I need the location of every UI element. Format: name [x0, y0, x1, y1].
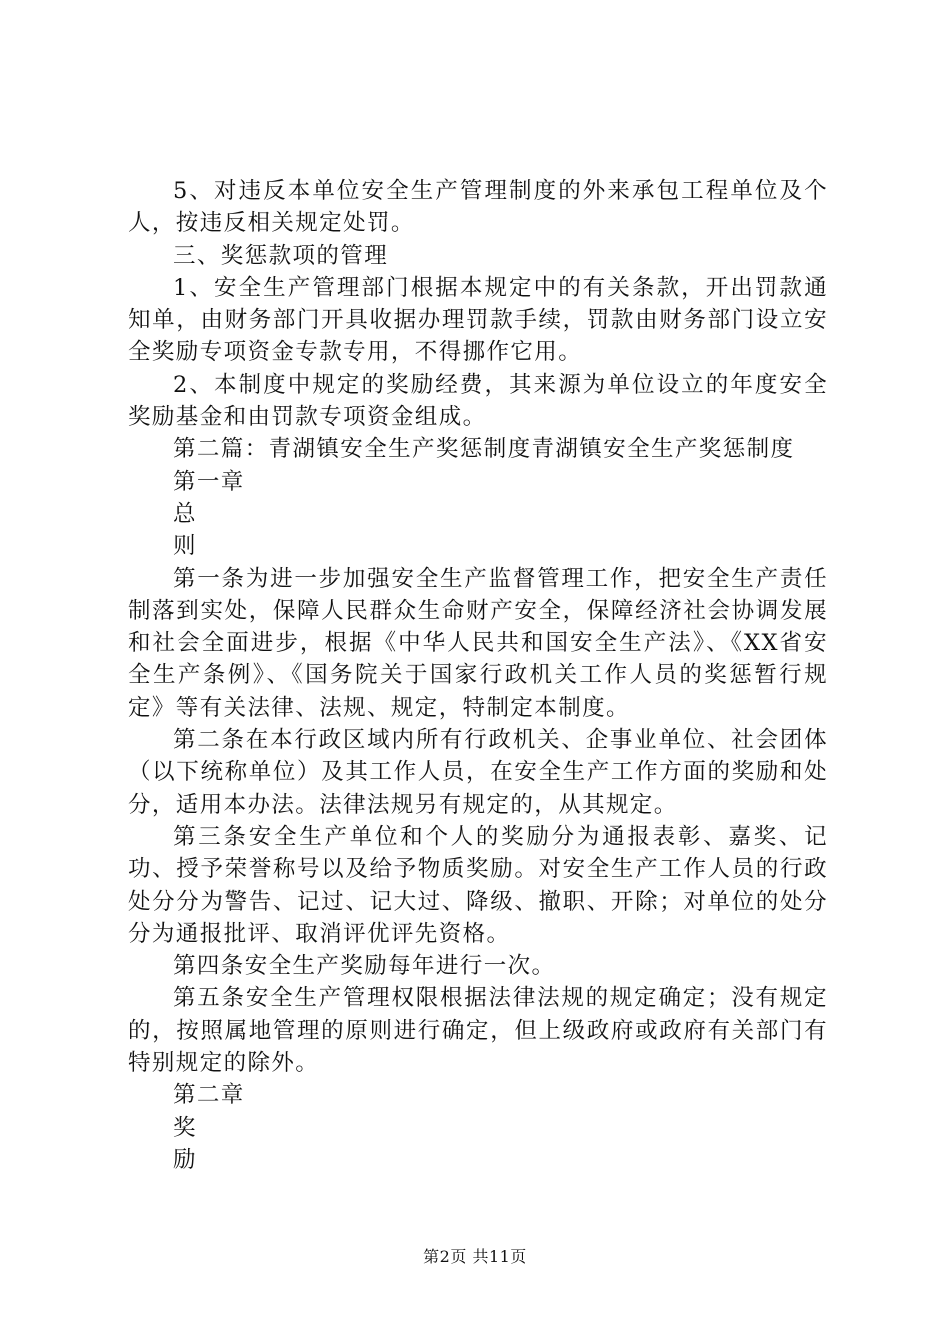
- document-body: [128, 175, 828, 1176]
- chapter-1-title-char-2: 则: [173, 533, 197, 560]
- article-3: 第三条安全生产单位和个人的奖励分为通报表彰、嘉奖、记功、授予荣誉称号以及给予物质奖励。对安全生产工作人员的行政处分分为警告、记过、记大过、降级、撤职、开除；对单位的处分分为通报批评、取消评优评先资格。: [128, 823, 828, 947]
- chapter-1-title-char-1: 总: [173, 500, 197, 527]
- page-number-footer: 第2页 共11页: [423, 1247, 527, 1266]
- chapter-2-title-char-2: 励: [173, 1146, 197, 1173]
- chapter-1-label: 第一章: [173, 468, 245, 495]
- paragraph-item-2: 2、本制度中规定的奖励经费，其来源为单位设立的年度安全奖励基金和由罚款专项资金组成。: [128, 371, 828, 431]
- article-5: 第五条安全生产管理权限根据法律法规的规定确定；没有规定的，按照属地管理的原则进行确定，但上级政府或政府有关部门有特别规定的除外。: [128, 985, 828, 1077]
- section-heading-3: 三、奖惩款项的管理: [173, 242, 389, 269]
- chapter-2-title-char-1: 奖: [173, 1114, 197, 1141]
- chapter-2-label: 第二章: [173, 1082, 245, 1109]
- paragraph-item-1: 1、安全生产管理部门根据本规定中的有关条款，开出罚款通知单，由财务部门开具收据办理罚款手续，罚款由财务部门设立安全奖励专项资金专款专用，不得挪作它用。: [128, 274, 828, 366]
- article-4: 第四条安全生产奖励每年进行一次。: [173, 953, 556, 980]
- article-2: 第二条在本行政区域内所有行政机关、企事业单位、社会团体（以下统称单位）及其工作人员，在安全生产工作方面的奖励和处分，适用本办法。法律法规另有规定的，从其规定。: [128, 727, 828, 818]
- paragraph-item-5: 5、对违反本单位安全生产管理制度的外来承包工程单位及个人，按违反相关规定处罚。: [128, 178, 828, 237]
- article-1: 第一条为进一步加强安全生产监督管理工作，把安全生产责任制落到实处，保障人民群众生命财产安全，保障经济社会协调发展和社会全面进步，根据《中华人民共和国安全生产法》、《XX省安全生产条例》、《国务院关于国家行政机关工作人员的奖惩暂行规定》等有关法律、法规、规定，特制定本制度。: [128, 565, 828, 721]
- article-title: 第二篇：青湖镇安全生产奖惩制度青湖镇安全生产奖惩制度: [173, 436, 795, 463]
